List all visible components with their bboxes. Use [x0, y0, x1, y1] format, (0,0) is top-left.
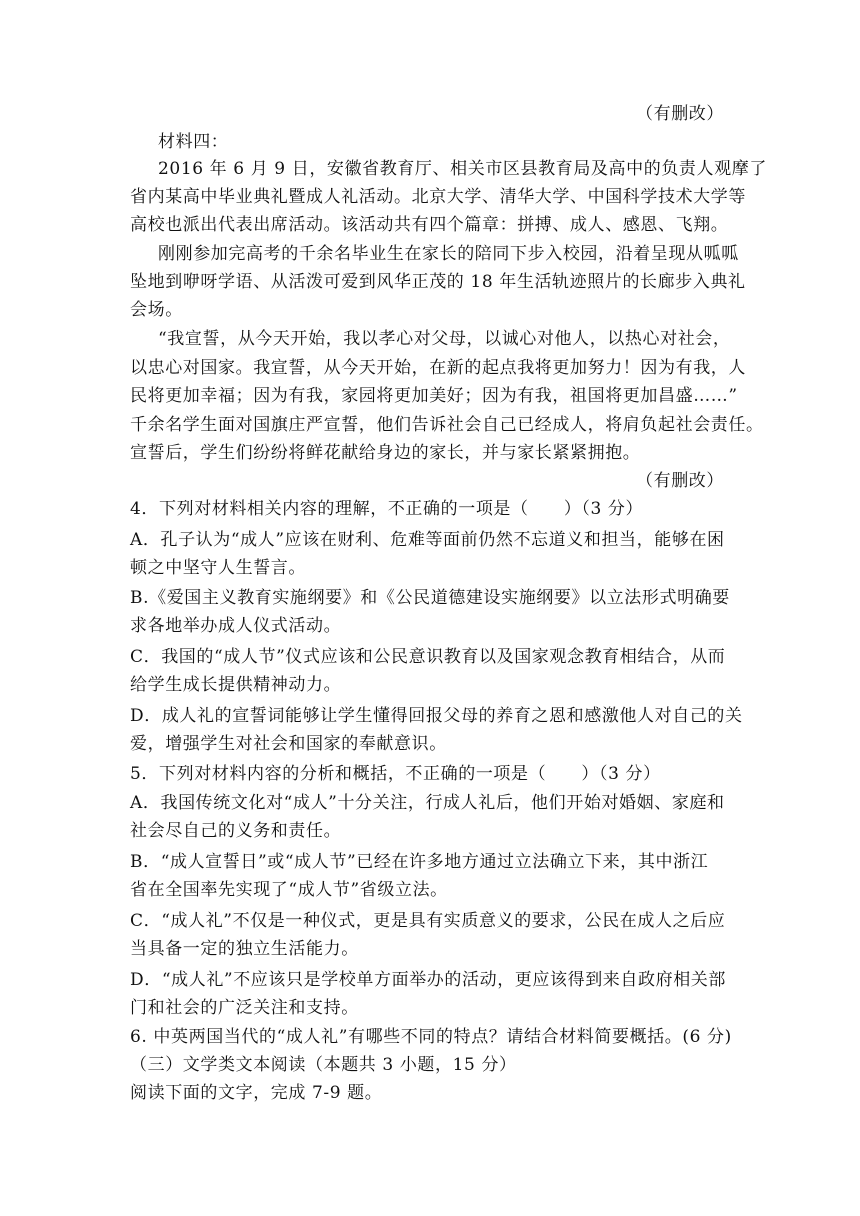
material4-para2-line2: 坠地到咿呀学语、从活泼可爱到风华正茂的 18 年生活轨迹照片的长廊步入典礼: [130, 272, 746, 292]
q5-option-c-line2: 当具备一定的独立生活能力。: [130, 939, 359, 959]
q4-option-a-line1: A．孔子认为“成人”应该在财利、危难等面前仍然不忘道义和担当，能够在困: [130, 530, 725, 550]
material4-para3-line3: 民将更加幸福；因为有我，家园将更加美好；因为有我，祖国将更加昌盛……”: [130, 386, 738, 406]
material4-para1-line1: 2016 年 6 月 9 日，安徽省教育厅、相关市区县教育局及高中的负责人观摩了: [158, 159, 767, 179]
q4-option-a-line2: 顿之中坚守人生誓言。: [130, 558, 306, 578]
q6-stem: 6. 中英两国当代的“成人礼”有哪些不同的特点？请结合材料简要概括。(6 分): [130, 1027, 732, 1047]
material4-heading: 材料四：: [158, 132, 229, 152]
q4-stem: 4．下列对材料相关内容的理解，不正确的一项是（ ）（3 分）: [130, 499, 644, 519]
q5-option-b-line2: 省在全国率先实现了“成人节”省级立法。: [130, 880, 448, 900]
material4-para1-line3: 高校也派出代表出席活动。该活动共有四个篇章：拼搏、成人、感恩、飞翔。: [130, 215, 729, 235]
material4-para2-line1: 刚刚参加完高考的千余名毕业生在家长的陪同下步入校园，沿着呈现从呱呱: [158, 244, 739, 264]
q4-option-c-line1: C．我国的“成人节”仪式应该和公民意识教育以及国家观念教育相结合，从而: [130, 647, 726, 667]
q4-option-c-line2: 给学生成长提供精神动力。: [130, 675, 342, 695]
q5-stem: 5．下列对材料内容的分析和概括，不正确的一项是（ ）（3 分）: [130, 764, 661, 784]
material4-para1-line2: 省内某高中毕业典礼暨成人礼活动。北京大学、清华大学、中国科学技术大学等: [130, 187, 746, 207]
q4-option-d-line1: D．成人礼的宣誓词能够让学生懂得回报父母的养育之恩和感激他人对自己的关: [130, 706, 743, 726]
q5-option-d-line1: D．“成人礼”不应该只是学校单方面举办的活动，更应该得到来自政府相关部: [130, 970, 727, 990]
q4-option-d-line2: 爱，增强学生对社会和国家的奉献意识。: [130, 734, 447, 754]
q5-option-a-line2: 社会尽自己的义务和责任。: [130, 821, 342, 841]
q5-option-b-line1: B．“成人宣誓日”或“成人节”已经在许多地方通过立法确立下来，其中浙江: [130, 852, 709, 872]
material4-para3-line1: “我宣誓，从今天开始，我以孝心对父母，以诚心对他人，以热心对社会，: [158, 329, 731, 349]
material4-note: （有删改）: [636, 471, 724, 491]
material4-para2-line3: 会场。: [130, 300, 183, 320]
material4-para3-line4: 千余名学生面对国旗庄严宣誓，他们告诉社会自己已经成人，将肩负起社会责任。: [130, 415, 764, 435]
q5-option-a-line1: A．我国传统文化对“成人”十分关注，行成人礼后，他们开始对婚姻、家庭和: [130, 793, 725, 813]
section3-instruction: 阅读下面的文字，完成 7-9 题。: [130, 1083, 383, 1103]
material4-para3-line2: 以忠心对国家。我宣誓，从今天开始，在新的起点我将更加努力！因为有我，人: [130, 358, 746, 378]
section3-heading: （三）文学类文本阅读（本题共 3 小题，15 分）: [130, 1055, 517, 1075]
q4-option-b-line2: 求各地举办成人仪式活动。: [130, 616, 342, 636]
q4-option-b-line1: B.《爱国主义教育实施纲要》和《公民道德建设实施纲要》以立法形式明确要: [130, 588, 730, 608]
q5-option-d-line2: 门和社会的广泛关注和支持。: [130, 998, 359, 1018]
material4-para3-line5: 宣誓后，学生们纷纷将鲜花献给身边的家长，并与家长紧紧拥抱。: [130, 443, 641, 463]
material3-note: （有删改）: [636, 104, 724, 124]
q5-option-c-line1: C．“成人礼”不仅是一种仪式，更是具有实质意义的要求，公民在成人之后应: [130, 911, 726, 931]
